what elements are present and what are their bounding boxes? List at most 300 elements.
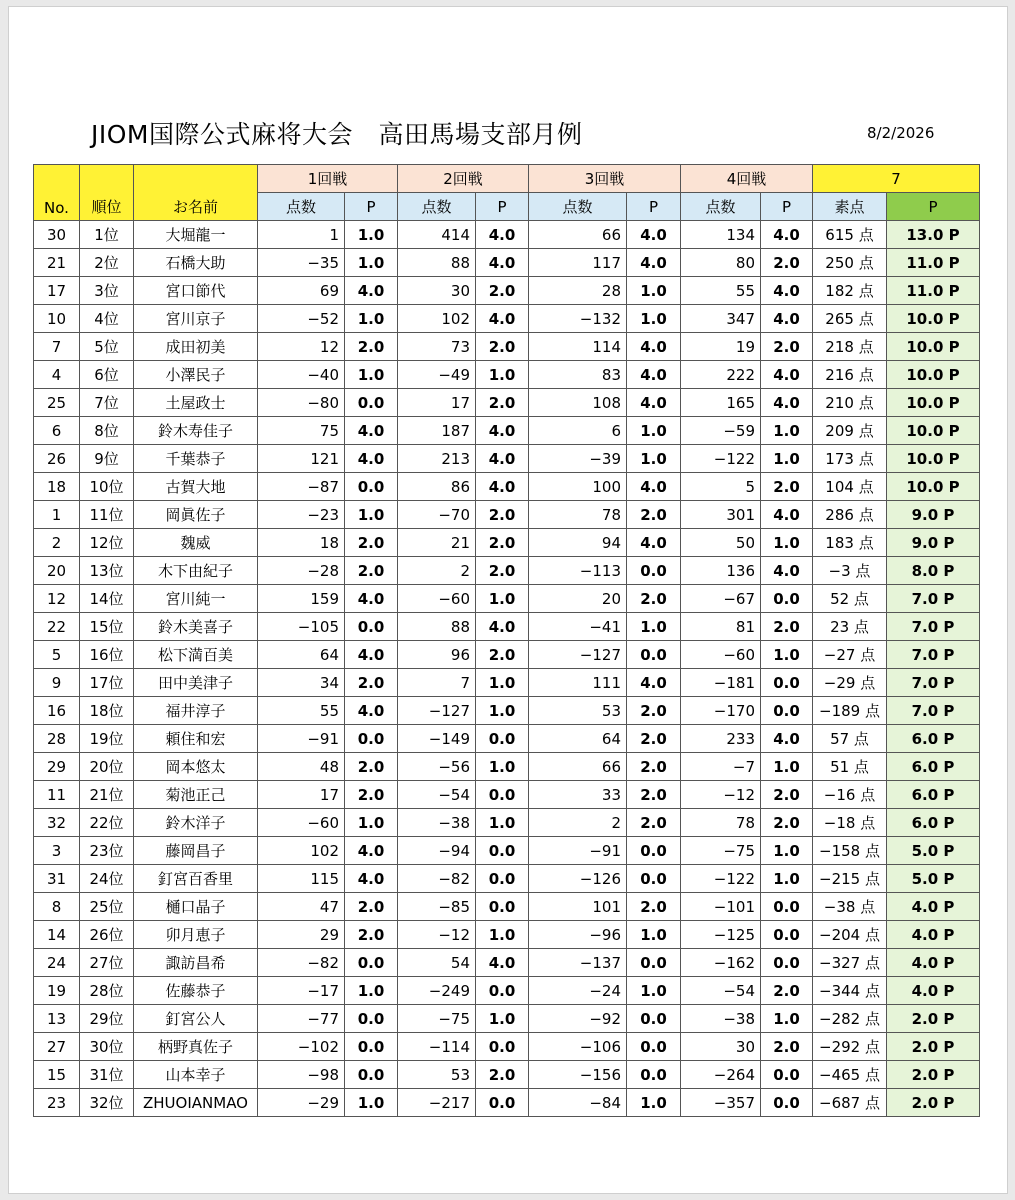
round1-p: 1.0 [345,977,398,1005]
player-rank: 20位 [80,753,134,781]
points-total: 4.0 P [887,949,980,977]
round3-score: 111 [529,669,627,697]
round4-score: 136 [681,557,761,585]
header-total: 7 [813,165,980,193]
round4-p: 0.0 [761,949,813,977]
round1-score: 12 [258,333,345,361]
player-rank: 27位 [80,949,134,977]
round1-p: 1.0 [345,305,398,333]
round3-score: −132 [529,305,627,333]
player-name: 柄野真佐子 [134,1033,258,1061]
round2-p: 1.0 [476,1005,529,1033]
round2-score: 96 [398,641,476,669]
round2-score: 2 [398,557,476,585]
header-p-4: P [761,193,813,221]
player-no: 5 [34,641,80,669]
round1-score: 115 [258,865,345,893]
player-name: 宮川純一 [134,585,258,613]
player-no: 22 [34,613,80,641]
points-total: 11.0 P [887,249,980,277]
player-name: 田中美津子 [134,669,258,697]
round1-score: 18 [258,529,345,557]
round4-score: 80 [681,249,761,277]
player-name: 藤岡昌子 [134,837,258,865]
table-row [34,557,980,585]
round3-p: 4.0 [627,529,681,557]
header-score-3: 点数 [529,193,627,221]
round3-p: 2.0 [627,809,681,837]
player-rank: 16位 [80,641,134,669]
player-name: 頼住和宏 [134,725,258,753]
player-rank: 5位 [80,333,134,361]
round2-p: 4.0 [476,613,529,641]
round4-score: −54 [681,977,761,1005]
round1-score: −80 [258,389,345,417]
player-name: 鈴木寿佳子 [134,417,258,445]
raw-score-total: 250 点 [813,249,887,277]
round2-p: 0.0 [476,725,529,753]
header-no: No. [34,165,80,221]
round2-p: 2.0 [476,557,529,585]
round3-score: 78 [529,501,627,529]
round2-score: −38 [398,809,476,837]
round3-p: 0.0 [627,1033,681,1061]
points-total: 7.0 P [887,697,980,725]
round4-score: −122 [681,865,761,893]
round1-score: −23 [258,501,345,529]
round3-p: 4.0 [627,333,681,361]
round1-p: 0.0 [345,473,398,501]
table-row [34,501,980,529]
round2-score: −217 [398,1089,476,1117]
round3-p: 1.0 [627,445,681,473]
player-name: 釘宮百香里 [134,865,258,893]
table-row [34,837,980,865]
round2-score: −70 [398,501,476,529]
table-row [34,417,980,445]
round4-p: 2.0 [761,473,813,501]
player-rank: 9位 [80,445,134,473]
points-total: 6.0 P [887,725,980,753]
player-name: 小澤民子 [134,361,258,389]
round2-score: −60 [398,585,476,613]
sheet-title: JIOM国際公式麻将大会 高田馬場支部月例 [91,120,583,149]
round1-p: 4.0 [345,697,398,725]
results-table [33,164,980,1117]
player-name: 福井淳子 [134,697,258,725]
player-name: 岡眞佐子 [134,501,258,529]
raw-score-total: 52 点 [813,585,887,613]
player-rank: 2位 [80,249,134,277]
player-no: 26 [34,445,80,473]
round2-p: 4.0 [476,445,529,473]
round2-score: −56 [398,753,476,781]
round2-p: 1.0 [476,669,529,697]
player-no: 11 [34,781,80,809]
round2-score: 86 [398,473,476,501]
header-p-3: P [627,193,681,221]
round2-p: 0.0 [476,865,529,893]
round4-p: 1.0 [761,837,813,865]
round4-score: −75 [681,837,761,865]
raw-score-total: 209 点 [813,417,887,445]
player-name: 松下満百美 [134,641,258,669]
player-no: 9 [34,669,80,697]
points-total: 10.0 P [887,305,980,333]
round3-score: 33 [529,781,627,809]
round2-score: 88 [398,249,476,277]
round4-score: −125 [681,921,761,949]
player-no: 17 [34,277,80,305]
table-row [34,1089,980,1117]
round2-p: 2.0 [476,277,529,305]
round3-p: 4.0 [627,249,681,277]
player-name: ZHUOIANMAO [134,1089,258,1117]
player-rank: 31位 [80,1061,134,1089]
round1-score: 34 [258,669,345,697]
player-no: 21 [34,249,80,277]
round3-p: 1.0 [627,1089,681,1117]
round1-p: 4.0 [345,585,398,613]
round4-score: −162 [681,949,761,977]
player-rank: 21位 [80,781,134,809]
round3-score: 28 [529,277,627,305]
header-rank: 順位 [80,165,134,221]
raw-score-total: 265 点 [813,305,887,333]
round3-score: −113 [529,557,627,585]
raw-score-total: 216 点 [813,361,887,389]
table-row [34,1033,980,1061]
round3-score: 94 [529,529,627,557]
table-row [34,389,980,417]
round2-p: 1.0 [476,697,529,725]
player-no: 14 [34,921,80,949]
table-row [34,277,980,305]
round1-p: 1.0 [345,221,398,249]
table-row [34,893,980,921]
round1-score: −105 [258,613,345,641]
player-name: 釘宮公人 [134,1005,258,1033]
round3-p: 2.0 [627,501,681,529]
round2-score: 53 [398,1061,476,1089]
round4-score: −59 [681,417,761,445]
player-rank: 28位 [80,977,134,1005]
table-row [34,921,980,949]
player-name: 古賀大地 [134,473,258,501]
round2-p: 0.0 [476,1089,529,1117]
round3-score: −84 [529,1089,627,1117]
round3-score: −96 [529,921,627,949]
raw-score-total: −327 点 [813,949,887,977]
round4-score: 50 [681,529,761,557]
player-no: 24 [34,949,80,977]
round4-p: 4.0 [761,501,813,529]
round4-score: −264 [681,1061,761,1089]
round2-score: −12 [398,921,476,949]
round2-p: 1.0 [476,585,529,613]
player-rank: 15位 [80,613,134,641]
round4-score: 78 [681,809,761,837]
raw-score-total: −3 点 [813,557,887,585]
table-row [34,473,980,501]
round4-score: −7 [681,753,761,781]
round1-score: 159 [258,585,345,613]
round1-p: 4.0 [345,865,398,893]
table-row [34,949,980,977]
round1-p: 2.0 [345,529,398,557]
header-total-p: P [887,193,980,221]
round1-p: 0.0 [345,1061,398,1089]
player-no: 23 [34,1089,80,1117]
round2-p: 1.0 [476,921,529,949]
header-round-4: 4回戦 [681,165,813,193]
round3-score: 53 [529,697,627,725]
round2-p: 1.0 [476,361,529,389]
player-name: 成田初美 [134,333,258,361]
raw-score-total: 23 点 [813,613,887,641]
round2-p: 2.0 [476,389,529,417]
player-no: 1 [34,501,80,529]
table-row [34,361,980,389]
round4-score: −60 [681,641,761,669]
round3-score: −91 [529,837,627,865]
round1-score: −91 [258,725,345,753]
round4-p: 1.0 [761,445,813,473]
player-no: 16 [34,697,80,725]
round1-score: −52 [258,305,345,333]
round4-score: −101 [681,893,761,921]
round1-p: 2.0 [345,893,398,921]
round3-p: 4.0 [627,473,681,501]
points-total: 2.0 P [887,1061,980,1089]
player-rank: 24位 [80,865,134,893]
round3-p: 1.0 [627,921,681,949]
header-round-3: 3回戦 [529,165,681,193]
round1-score: 55 [258,697,345,725]
round2-p: 2.0 [476,1061,529,1089]
round1-score: −40 [258,361,345,389]
round3-p: 0.0 [627,641,681,669]
round1-score: −60 [258,809,345,837]
table-row [34,445,980,473]
player-no: 8 [34,893,80,921]
sheet-date: 8/2/2026 [867,124,935,142]
player-rank: 30位 [80,1033,134,1061]
round2-p: 4.0 [476,249,529,277]
round4-p: 2.0 [761,613,813,641]
round2-score: 187 [398,417,476,445]
round1-score: −98 [258,1061,345,1089]
round4-p: 2.0 [761,333,813,361]
player-rank: 1位 [80,221,134,249]
round2-score: −85 [398,893,476,921]
player-rank: 23位 [80,837,134,865]
round1-score: 17 [258,781,345,809]
player-name: 岡本悠太 [134,753,258,781]
round4-p: 2.0 [761,249,813,277]
points-total: 10.0 P [887,417,980,445]
points-total: 10.0 P [887,389,980,417]
raw-score-total: 57 点 [813,725,887,753]
raw-score-total: 286 点 [813,501,887,529]
round1-p: 2.0 [345,333,398,361]
round2-score: 17 [398,389,476,417]
round2-score: 21 [398,529,476,557]
raw-score-total: 173 点 [813,445,887,473]
round3-score: 64 [529,725,627,753]
round2-score: 88 [398,613,476,641]
round2-p: 2.0 [476,529,529,557]
round4-p: 1.0 [761,641,813,669]
round3-score: −106 [529,1033,627,1061]
points-total: 5.0 P [887,837,980,865]
table-row [34,221,980,249]
round3-score: 114 [529,333,627,361]
round1-score: 48 [258,753,345,781]
round1-p: 4.0 [345,417,398,445]
round1-p: 1.0 [345,361,398,389]
round3-p: 2.0 [627,697,681,725]
round4-p: 2.0 [761,809,813,837]
round2-score: 30 [398,277,476,305]
header-score-1: 点数 [258,193,345,221]
raw-score-total: −292 点 [813,1033,887,1061]
round3-p: 0.0 [627,949,681,977]
raw-score-total: −282 点 [813,1005,887,1033]
points-total: 7.0 P [887,585,980,613]
round1-p: 2.0 [345,669,398,697]
round2-p: 4.0 [476,305,529,333]
player-rank: 22位 [80,809,134,837]
player-no: 32 [34,809,80,837]
raw-score-total: −38 点 [813,893,887,921]
table-row [34,1061,980,1089]
round3-score: −156 [529,1061,627,1089]
round1-score: 69 [258,277,345,305]
round1-p: 1.0 [345,1089,398,1117]
round3-score: −39 [529,445,627,473]
round1-p: 0.0 [345,1033,398,1061]
round2-score: −114 [398,1033,476,1061]
player-name: 石橋大助 [134,249,258,277]
round2-p: 0.0 [476,781,529,809]
round3-score: 83 [529,361,627,389]
points-total: 13.0 P [887,221,980,249]
points-total: 5.0 P [887,865,980,893]
round4-p: 0.0 [761,893,813,921]
round1-p: 4.0 [345,837,398,865]
points-total: 7.0 P [887,641,980,669]
round4-p: 4.0 [761,389,813,417]
round3-p: 1.0 [627,613,681,641]
player-rank: 11位 [80,501,134,529]
player-name: 山本幸子 [134,1061,258,1089]
round3-score: −41 [529,613,627,641]
round3-score: 117 [529,249,627,277]
round4-score: 347 [681,305,761,333]
player-rank: 3位 [80,277,134,305]
table-row [34,305,980,333]
points-total: 2.0 P [887,1005,980,1033]
round3-p: 1.0 [627,977,681,1005]
round4-p: 0.0 [761,1061,813,1089]
player-no: 15 [34,1061,80,1089]
results-body [34,221,980,1117]
round3-score: −92 [529,1005,627,1033]
round4-p: 0.0 [761,669,813,697]
player-no: 4 [34,361,80,389]
player-name: 宮川京子 [134,305,258,333]
round2-p: 2.0 [476,641,529,669]
points-total: 7.0 P [887,669,980,697]
table-row [34,809,980,837]
round4-p: 4.0 [761,305,813,333]
table-row [34,333,980,361]
player-rank: 26位 [80,921,134,949]
round3-p: 0.0 [627,1061,681,1089]
player-no: 28 [34,725,80,753]
round2-score: −75 [398,1005,476,1033]
raw-score-total: 51 点 [813,753,887,781]
round3-score: 100 [529,473,627,501]
round4-p: 4.0 [761,221,813,249]
round1-p: 1.0 [345,501,398,529]
table-row [34,697,980,725]
round4-score: −357 [681,1089,761,1117]
round4-p: 2.0 [761,781,813,809]
raw-score-total: −16 点 [813,781,887,809]
header-p-2: P [476,193,529,221]
raw-score-total: −158 点 [813,837,887,865]
round2-score: −249 [398,977,476,1005]
player-no: 25 [34,389,80,417]
player-no: 3 [34,837,80,865]
player-no: 13 [34,1005,80,1033]
round2-p: 0.0 [476,1033,529,1061]
table-row [34,977,980,1005]
round2-p: 4.0 [476,473,529,501]
round3-p: 2.0 [627,781,681,809]
player-name: 千葉恭子 [134,445,258,473]
round4-p: 4.0 [761,725,813,753]
round4-score: 5 [681,473,761,501]
header-round-1: 1回戦 [258,165,398,193]
round3-score: 66 [529,221,627,249]
round4-score: −38 [681,1005,761,1033]
round1-p: 2.0 [345,921,398,949]
round2-score: −149 [398,725,476,753]
player-no: 20 [34,557,80,585]
round4-p: 4.0 [761,361,813,389]
round1-score: 1 [258,221,345,249]
player-name: 大堀龍一 [134,221,258,249]
round3-p: 0.0 [627,557,681,585]
round2-score: 213 [398,445,476,473]
player-rank: 13位 [80,557,134,585]
round1-score: −35 [258,249,345,277]
round2-p: 4.0 [476,221,529,249]
round3-p: 0.0 [627,1005,681,1033]
round3-score: 20 [529,585,627,613]
round1-score: 47 [258,893,345,921]
round4-p: 1.0 [761,753,813,781]
round4-p: 0.0 [761,1089,813,1117]
points-total: 6.0 P [887,753,980,781]
points-total: 6.0 P [887,809,980,837]
raw-score-total: −344 点 [813,977,887,1005]
points-total: 10.0 P [887,473,980,501]
player-name: 鈴木美喜子 [134,613,258,641]
